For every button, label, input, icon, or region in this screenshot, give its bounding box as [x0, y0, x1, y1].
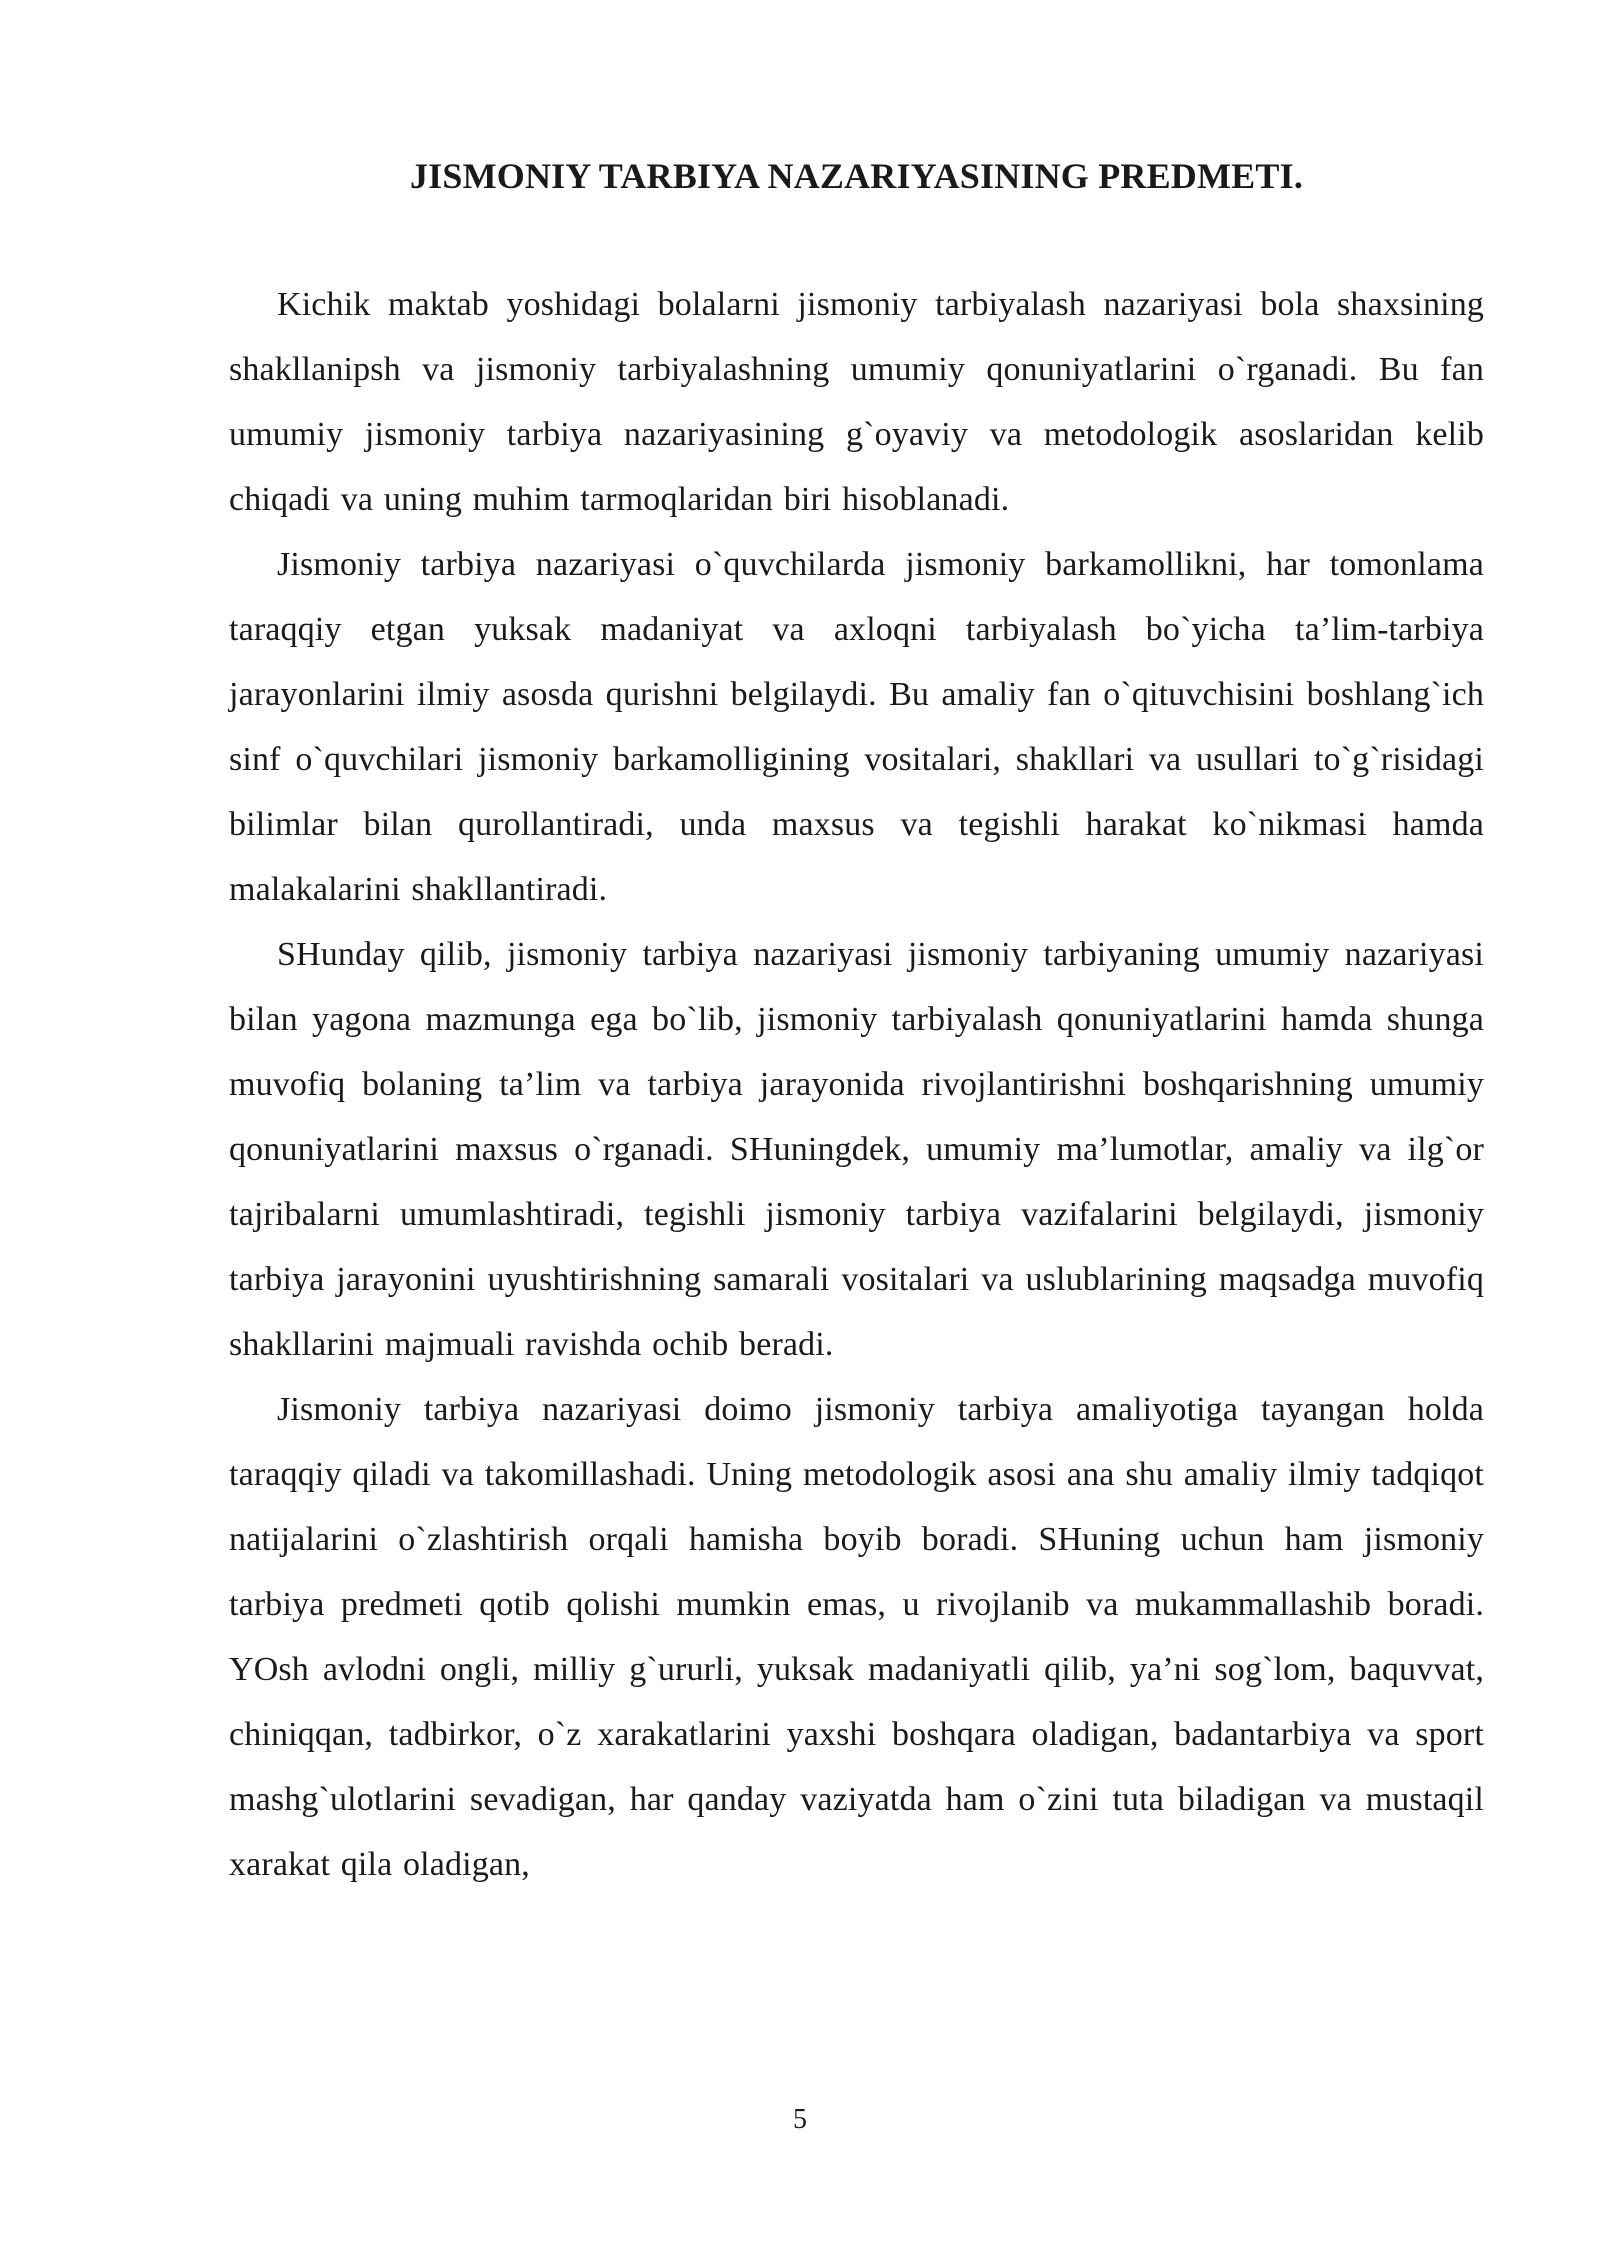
- document-title: JISMONIY TARBIYA NAZARIYASINING PREDMETI.: [409, 156, 1304, 196]
- document-body: [229, 272, 1484, 1897]
- paragraph-2: Jismoniy tarbiya nazariyasi o`quvchilarda jismoniy barkamollikni, har tomonlama taraqqiy etgan yuksak madaniyat va axloqni tarbiyalash bo`yicha ta’lim-tarbiya jarayonlarini ilmiy asosda qurishni belgilaydi. Bu amaliy fan o`qituvchisini boshlang`ich sinf o`quvchilari jismoniy barkamolligining vositalari, shakllari va usullari to`g`risidagi bilimlar bilan qurollantiradi, unda maxsus va tegishli harakat ko`nikmasi hamda malakalarini shakllantiradi.: [229, 546, 1484, 908]
- paragraph-3: SHunday qilib, jismoniy tarbiya nazariyasi jismoniy tarbiyaning umumiy nazariyasi bilan yagona mazmunga ega bo`lib, jismoniy tarbiyalash qonuniyatlarini hamda shunga muvofiq bolaning ta’lim va tarbiya jarayonida rivojlantirishni boshqarishning umumiy qonuniyatlarini maxsus o`rganadi. SHuningdek, umumiy ma’lumotlar, amaliy va ilg`or tajribalarni umumlashtiradi, tegishli jismoniy tarbiya vazifalarini belgilaydi, jismoniy tarbiya jarayonini uyushtirishning samarali vositalari va uslublarining maqsadga muvofiq shakllarini majmuali ravishda ochib beradi.: [229, 936, 1484, 1363]
- paragraph-1: Kichik maktab yoshidagi bolalarni jismoniy tarbiyalash nazariyasi bola shaxsining shakllanipsh va jismoniy tarbiyalashning umumiy qonuniyatlarini o`rganadi. Bu fan umumiy jismoniy tarbiya nazariyasining g`oyaviy va metodologik asoslaridan kelib chiqadi va uning muhim tarmoqlaridan biri hisoblanadi.: [229, 286, 1484, 518]
- page-number: 5: [793, 2104, 807, 2135]
- paragraph-4: Jismoniy tarbiya nazariyasi doimo jismoniy tarbiya amaliyotiga tayangan holda taraqqiy qiladi va takomillashadi. Uning metodologik asosi ana shu amaliy ilmiy tadqiqot natijalarini o`zlashtirish orqali hamisha boyib boradi. SHuning uchun ham jismoniy tarbiya predmeti qotib qolishi mumkin emas, u rivojlanib va mukammallashib boradi. YOsh avlodni ongli, milliy g`ururli, yuksak madaniyatli qilib, ya’ni sog`lom, baquvvat, chiniqqan, tadbirkor, o`z xarakatlarini yaxshi boshqara oladigan, badantarbiya va sport mashg`ulotlarini sevadigan, har qanday vaziyatda ham o`zini tuta biladigan va mustaqil xarakat qila oladigan,: [229, 1391, 1484, 1883]
